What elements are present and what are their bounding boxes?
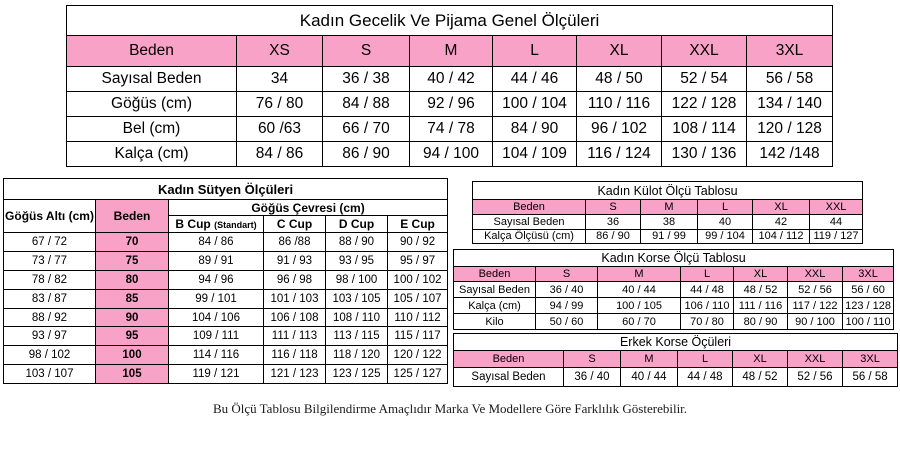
column-header: XXL xyxy=(788,267,843,282)
column-header: Beden xyxy=(454,267,536,282)
value-cell: 36 xyxy=(586,215,641,230)
value-cell: 90 xyxy=(96,308,169,327)
table-row xyxy=(473,215,863,230)
erkek-korse-title: Erkek Korse Öçüleri xyxy=(454,334,898,351)
value-cell: 100 / 110 xyxy=(843,314,894,330)
value-cell: 101 / 103 xyxy=(264,289,326,308)
value-cell: 42 xyxy=(753,215,810,230)
column-header: Beden xyxy=(67,36,237,67)
value-cell: 84 / 86 xyxy=(169,233,264,252)
table-row xyxy=(4,233,448,252)
row-label-cell: Bel (cm) xyxy=(67,117,237,142)
value-cell: 118 / 120 xyxy=(326,346,388,365)
value-cell: 48 / 52 xyxy=(733,368,788,387)
value-cell: 75 xyxy=(96,251,169,270)
column-header: L xyxy=(493,36,577,67)
kulot-title-row xyxy=(473,182,863,200)
value-cell: 44 / 48 xyxy=(681,282,734,298)
value-cell: 94 / 96 xyxy=(169,270,264,289)
value-cell: 99 / 104 xyxy=(698,229,753,244)
value-cell: 115 / 117 xyxy=(388,327,448,346)
value-cell: 86 / 90 xyxy=(586,229,641,244)
value-cell: 106 / 108 xyxy=(264,308,326,327)
value-cell: 40 xyxy=(698,215,753,230)
value-cell: 106 / 110 xyxy=(681,298,734,314)
value-cell: 134 / 140 xyxy=(747,92,833,117)
value-cell: 80 / 90 xyxy=(734,314,788,330)
value-cell: 40 / 42 xyxy=(410,67,493,92)
value-cell: 84 / 88 xyxy=(323,92,410,117)
gecelik-pijama-table xyxy=(66,5,833,167)
value-cell: 44 / 48 xyxy=(678,368,733,387)
value-cell: 104 / 112 xyxy=(753,229,810,244)
b-cup-header xyxy=(169,216,264,233)
d-cup-header: D Cup xyxy=(326,216,388,233)
value-cell: 80 xyxy=(96,270,169,289)
value-cell: 108 / 114 xyxy=(662,117,747,142)
b-cup-label: B Cup xyxy=(175,217,211,231)
value-cell: 123 / 128 xyxy=(843,298,894,314)
column-header: L xyxy=(681,267,734,282)
column-header: Beden xyxy=(454,351,564,368)
column-header: S xyxy=(564,351,621,368)
sutyen-table xyxy=(3,178,448,384)
table-row xyxy=(4,346,448,365)
value-cell: 94 / 100 xyxy=(410,142,493,167)
erkek-korse-table xyxy=(453,333,898,387)
table-row xyxy=(454,282,894,298)
row-label-cell: Sayısal Beden xyxy=(454,282,536,298)
korse-header-row xyxy=(454,267,894,282)
value-cell: 116 / 118 xyxy=(264,346,326,365)
row-label-cell: Göğüs (cm) xyxy=(67,92,237,117)
row-label-cell: Kalça (cm) xyxy=(67,142,237,167)
column-header: XL xyxy=(577,36,662,67)
sutyen-table-body xyxy=(4,233,448,384)
value-cell: 44 / 46 xyxy=(493,67,577,92)
table-row xyxy=(4,308,448,327)
value-cell: 60 / 70 xyxy=(598,314,681,330)
value-cell: 93 / 95 xyxy=(326,251,388,270)
b-cup-standart-note: (Standart) xyxy=(214,220,257,230)
value-cell: 105 xyxy=(96,365,169,384)
value-cell: 74 / 78 xyxy=(410,117,493,142)
value-cell: 100 / 102 xyxy=(388,270,448,289)
beden-header: Beden xyxy=(96,200,169,233)
row-label-cell: 83 / 87 xyxy=(4,289,96,308)
erkek-table-body xyxy=(454,368,898,387)
column-header: XS xyxy=(237,36,323,67)
row-label-cell: 93 / 97 xyxy=(4,327,96,346)
row-label-cell: Kilo xyxy=(454,314,536,330)
kulot-title: Kadın Külot Ölçü Tablosu xyxy=(473,182,863,200)
table-row xyxy=(454,298,894,314)
value-cell: 36 / 38 xyxy=(323,67,410,92)
value-cell: 52 / 56 xyxy=(788,368,843,387)
value-cell: 95 xyxy=(96,327,169,346)
value-cell: 52 / 56 xyxy=(788,282,843,298)
value-cell: 38 xyxy=(641,215,698,230)
row-label-cell: 88 / 92 xyxy=(4,308,96,327)
erkek-header-row xyxy=(454,351,898,368)
row-label-cell: Sayısal Beden xyxy=(473,215,586,230)
value-cell: 116 / 124 xyxy=(577,142,662,167)
table-row xyxy=(4,365,448,384)
row-label-cell: Kalça Ölçüsü (cm) xyxy=(473,229,586,244)
value-cell: 100 / 104 xyxy=(493,92,577,117)
sutyen-title: Kadın Sütyen Ölçüleri xyxy=(4,179,448,200)
value-cell: 96 / 98 xyxy=(264,270,326,289)
gecelik-title-row xyxy=(67,6,833,36)
disclaimer-note: Bu Ölçü Tablosu Bilgilendirme Amaçlıdır Marka Ve Modellere Göre Farklılık Gösterebilir. xyxy=(212,401,688,416)
column-header: XL xyxy=(733,351,788,368)
value-cell: 104 / 106 xyxy=(169,308,264,327)
value-cell: 70 xyxy=(96,233,169,252)
table-row xyxy=(454,368,898,387)
value-cell: 85 xyxy=(96,289,169,308)
value-cell: 89 / 91 xyxy=(169,251,264,270)
sutyen-title-row xyxy=(4,179,448,200)
value-cell: 125 / 127 xyxy=(388,365,448,384)
table-row xyxy=(67,67,833,92)
value-cell: 113 / 115 xyxy=(326,327,388,346)
column-header: L xyxy=(698,200,753,215)
row-label-cell: Sayısal Beden xyxy=(454,368,564,387)
row-label-cell: Sayısal Beden xyxy=(67,67,237,92)
value-cell: 104 / 109 xyxy=(493,142,577,167)
value-cell: 88 / 90 xyxy=(326,233,388,252)
gecelik-pijama-title: Kadın Gecelik Ve Pijama Genel Ölçüleri xyxy=(67,6,833,36)
korse-table-body xyxy=(454,282,894,330)
row-label-cell: 78 / 82 xyxy=(4,270,96,289)
value-cell: 90 / 100 xyxy=(788,314,843,330)
column-header: XXL xyxy=(810,200,863,215)
value-cell: 56 / 58 xyxy=(843,368,898,387)
column-header: XXL xyxy=(662,36,747,67)
value-cell: 108 / 110 xyxy=(326,308,388,327)
value-cell: 120 / 122 xyxy=(388,346,448,365)
column-header: 3XL xyxy=(843,351,898,368)
sutyen-group-header-row xyxy=(4,200,448,216)
value-cell: 99 / 101 xyxy=(169,289,264,308)
kulot-table-body xyxy=(473,215,863,244)
value-cell: 110 / 112 xyxy=(388,308,448,327)
value-cell: 84 / 90 xyxy=(493,117,577,142)
column-header: Beden xyxy=(473,200,586,215)
value-cell: 142 /148 xyxy=(747,142,833,167)
value-cell: 105 / 107 xyxy=(388,289,448,308)
value-cell: 92 / 96 xyxy=(410,92,493,117)
value-cell: 100 / 105 xyxy=(598,298,681,314)
column-header: 3XL xyxy=(843,267,894,282)
table-row xyxy=(4,289,448,308)
value-cell: 119 / 127 xyxy=(810,229,863,244)
value-cell: 109 / 111 xyxy=(169,327,264,346)
kulot-table xyxy=(472,181,863,244)
value-cell: 66 / 70 xyxy=(323,117,410,142)
value-cell: 120 / 128 xyxy=(747,117,833,142)
table-row xyxy=(4,270,448,289)
value-cell: 56 / 60 xyxy=(843,282,894,298)
value-cell: 48 / 52 xyxy=(734,282,788,298)
value-cell: 111 / 116 xyxy=(734,298,788,314)
value-cell: 70 / 80 xyxy=(681,314,734,330)
table-row xyxy=(67,142,833,167)
column-header: XL xyxy=(734,267,788,282)
table-row xyxy=(454,314,894,330)
table-row xyxy=(67,92,833,117)
value-cell: 95 / 97 xyxy=(388,251,448,270)
table-row xyxy=(4,251,448,270)
kulot-header-row xyxy=(473,200,863,215)
value-cell: 90 / 92 xyxy=(388,233,448,252)
value-cell: 50 / 60 xyxy=(536,314,598,330)
value-cell: 103 / 105 xyxy=(326,289,388,308)
value-cell: 56 / 58 xyxy=(747,67,833,92)
table-row xyxy=(473,229,863,244)
value-cell: 91 / 99 xyxy=(641,229,698,244)
row-label-cell: 73 / 77 xyxy=(4,251,96,270)
value-cell: 86 / 90 xyxy=(323,142,410,167)
column-header: S xyxy=(586,200,641,215)
value-cell: 36 / 40 xyxy=(564,368,621,387)
column-header: M xyxy=(621,351,678,368)
value-cell: 76 / 80 xyxy=(237,92,323,117)
value-cell: 40 / 44 xyxy=(598,282,681,298)
value-cell: 84 / 86 xyxy=(237,142,323,167)
value-cell: 100 xyxy=(96,346,169,365)
erkek-title-row xyxy=(454,334,898,351)
value-cell: 40 / 44 xyxy=(621,368,678,387)
value-cell: 110 / 116 xyxy=(577,92,662,117)
gogus-alti-header: Göğüs Altı (cm) xyxy=(4,200,96,233)
row-label-cell: Kalça (cm) xyxy=(454,298,536,314)
e-cup-header: E Cup xyxy=(388,216,448,233)
column-header: XXL xyxy=(788,351,843,368)
column-header: S xyxy=(536,267,598,282)
korse-title-row xyxy=(454,250,894,267)
value-cell: 114 / 116 xyxy=(169,346,264,365)
value-cell: 60 /63 xyxy=(237,117,323,142)
value-cell: 52 / 54 xyxy=(662,67,747,92)
value-cell: 44 xyxy=(810,215,863,230)
value-cell: 91 / 93 xyxy=(264,251,326,270)
value-cell: 86 /88 xyxy=(264,233,326,252)
column-header: XL xyxy=(753,200,810,215)
column-header: M xyxy=(410,36,493,67)
value-cell: 94 / 99 xyxy=(536,298,598,314)
column-header: M xyxy=(641,200,698,215)
korse-table xyxy=(453,249,894,330)
column-header: S xyxy=(323,36,410,67)
value-cell: 96 / 102 xyxy=(577,117,662,142)
value-cell: 121 / 123 xyxy=(264,365,326,384)
value-cell: 122 / 128 xyxy=(662,92,747,117)
value-cell: 98 / 100 xyxy=(326,270,388,289)
row-label-cell: 67 / 72 xyxy=(4,233,96,252)
gecelik-header-row xyxy=(67,36,833,67)
column-header: 3XL xyxy=(747,36,833,67)
korse-title: Kadın Korse Ölçü Tablosu xyxy=(454,250,894,267)
value-cell: 34 xyxy=(237,67,323,92)
value-cell: 119 / 121 xyxy=(169,365,264,384)
value-cell: 130 / 136 xyxy=(662,142,747,167)
gecelik-table-body xyxy=(67,67,833,167)
value-cell: 117 / 122 xyxy=(788,298,843,314)
table-row xyxy=(67,117,833,142)
column-header: M xyxy=(598,267,681,282)
value-cell: 111 / 113 xyxy=(264,327,326,346)
value-cell: 36 / 40 xyxy=(536,282,598,298)
c-cup-header: C Cup xyxy=(264,216,326,233)
row-label-cell: 98 / 102 xyxy=(4,346,96,365)
row-label-cell: 103 / 107 xyxy=(4,365,96,384)
value-cell: 48 / 50 xyxy=(577,67,662,92)
column-header: L xyxy=(678,351,733,368)
value-cell: 123 / 125 xyxy=(326,365,388,384)
gogus-cevresi-header: Göğüs Çevresi (cm) xyxy=(169,200,448,216)
table-row xyxy=(4,327,448,346)
